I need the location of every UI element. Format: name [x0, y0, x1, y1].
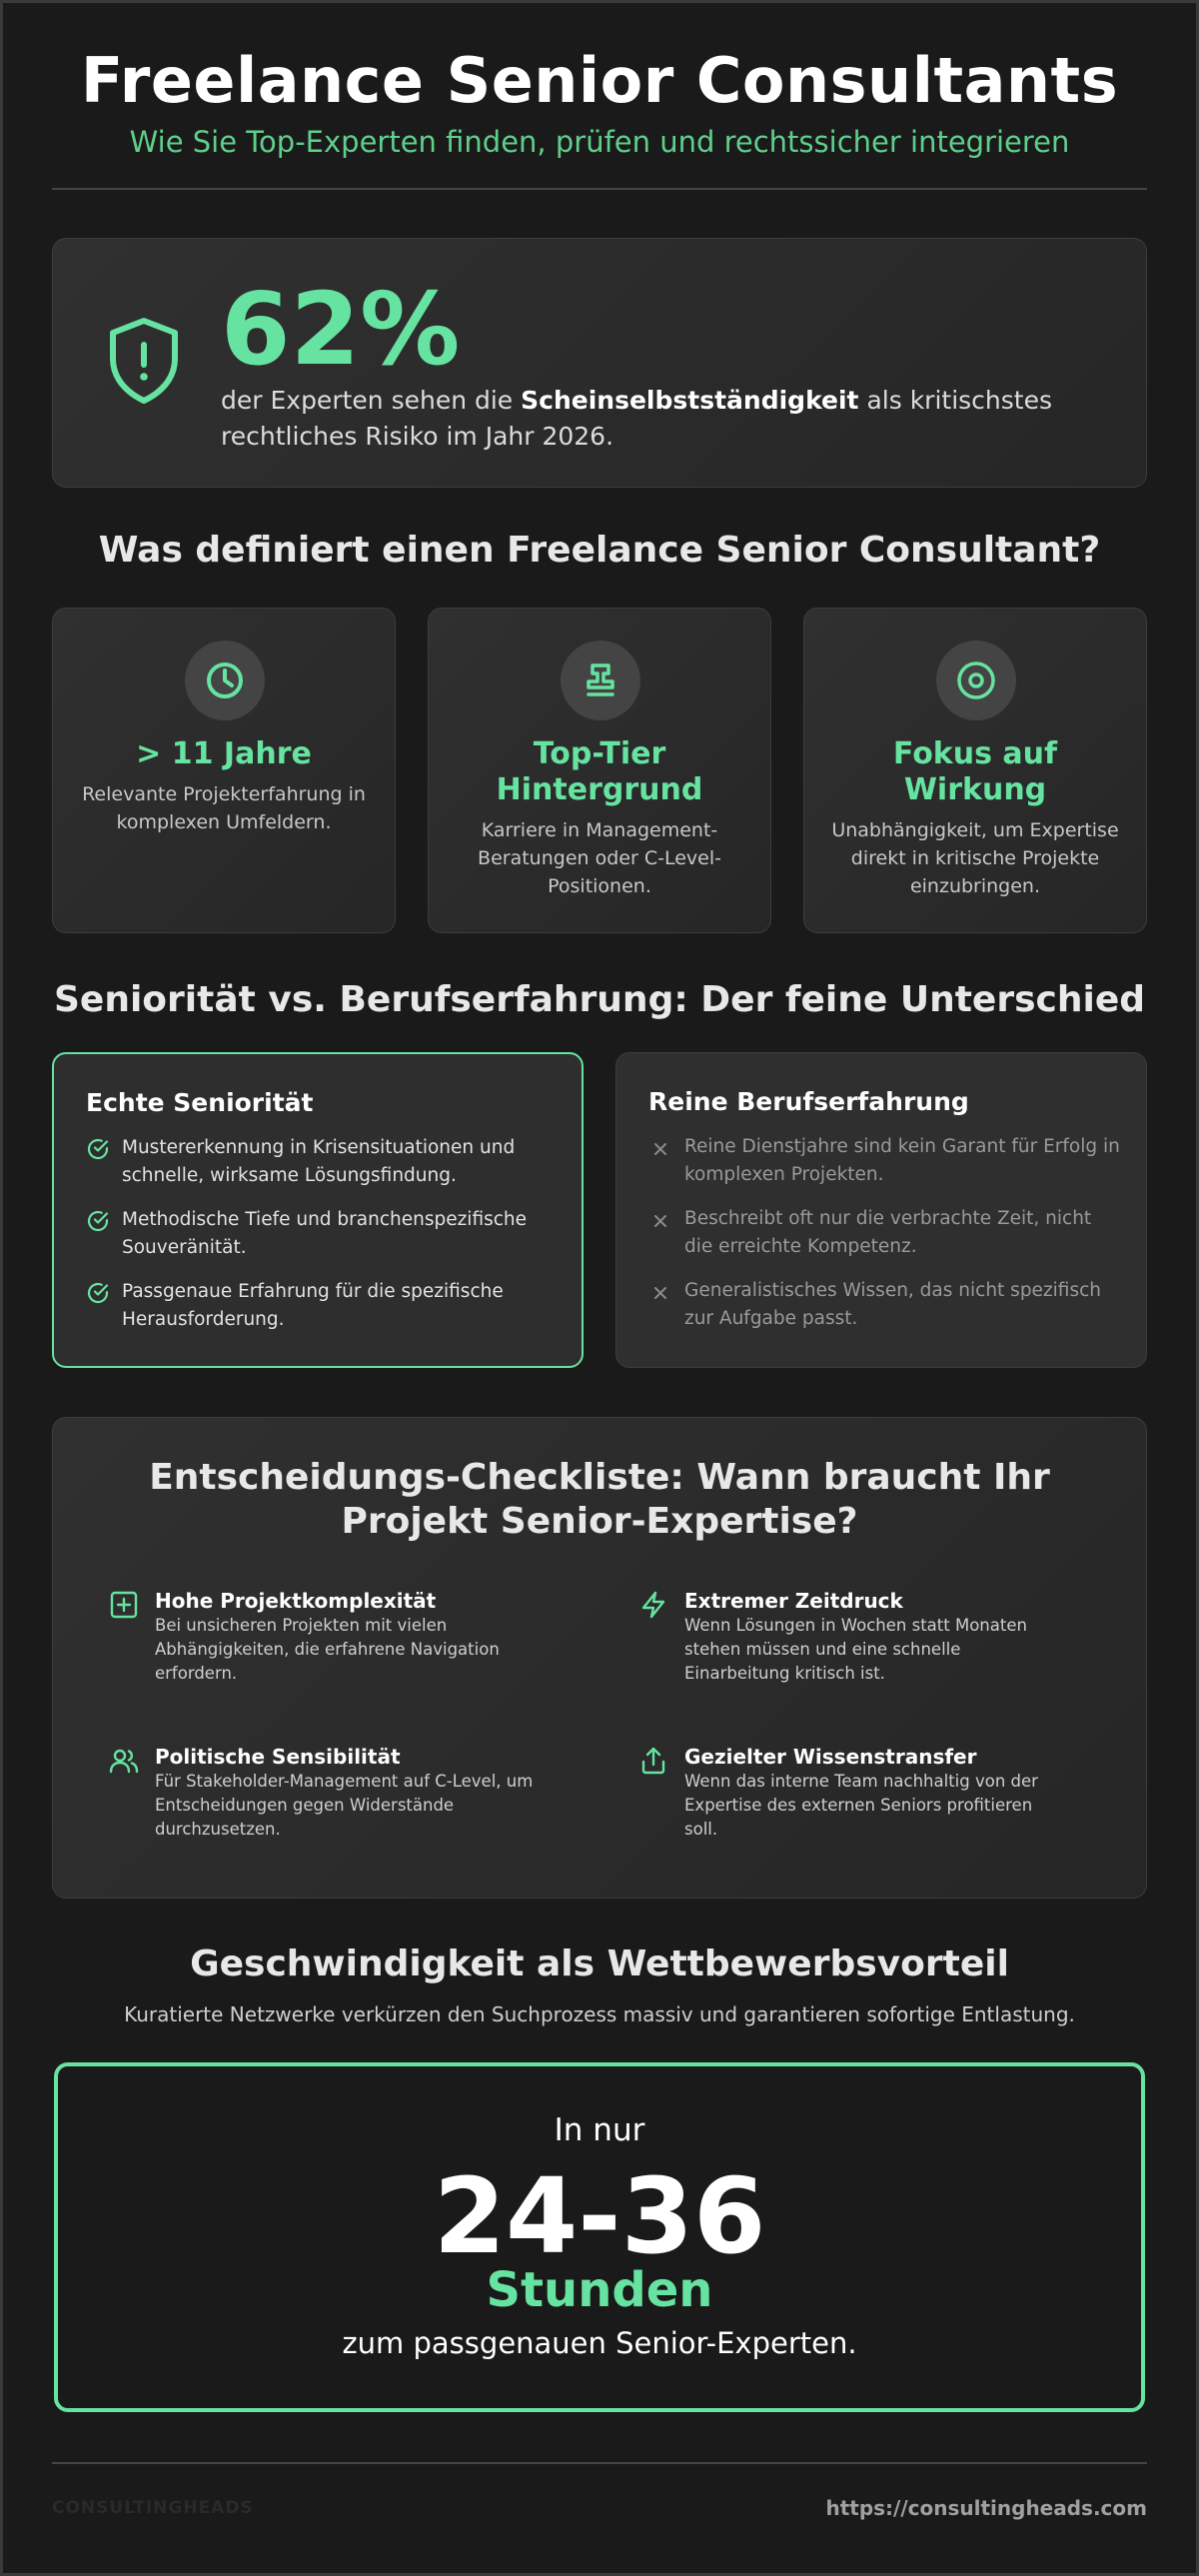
feature-desc: Relevante Projekterfahrung in komplexen Umfeldern. — [82, 783, 366, 833]
footer-logo: CONSULTINGHEADS — [52, 2498, 254, 2518]
speed-subtitle: Kuratierte Netzwerke verkürzen den Suchprozess massiv und garantieren sofortige Entlastung. — [124, 2002, 1075, 2026]
experience-card — [615, 1052, 1147, 1368]
feature-title: Top-Tier Hintergrund — [496, 736, 703, 807]
list-item — [86, 1134, 558, 1190]
speed-post: zum passgenauen Senior-Experten. — [342, 2326, 857, 2360]
list-item-text: Methodische Tiefe und branchenspezifische Souveränität. — [122, 1209, 528, 1258]
feature-card-impact — [803, 608, 1147, 933]
definition-title: Was definiert einen Freelance Senior Consultant? — [98, 530, 1101, 571]
feature-desc: Karriere in Management-Beratungen oder C-Level-Positionen. — [478, 819, 721, 897]
checklist-item — [638, 1744, 1068, 1842]
checklist-item-title: Hohe Projektkomplexität — [155, 1589, 437, 1613]
lightning-icon — [638, 1590, 668, 1620]
checklist-item-title: Extremer Zeitdruck — [684, 1589, 903, 1613]
list-item — [648, 1277, 1122, 1333]
page-subtitle: Wie Sie Top-Experten finden, prüfen und rechtssicher integrieren — [129, 125, 1070, 159]
feature-desc: Unabhängigkeit, um Expertise direkt in kritische Projekte einzubringen. — [831, 819, 1119, 897]
checklist-item-desc: Für Stakeholder-Management auf C-Level, um Entscheidungen gegen Widerstände durchzusetzen. — [155, 1772, 534, 1839]
checklist-card — [52, 1417, 1147, 1899]
checklist-title — [53, 1456, 1146, 1544]
list-item-text: Passgenaue Erfahrung für die spezifische Herausforderung. — [122, 1281, 504, 1330]
check-circle-icon — [86, 1137, 110, 1161]
x-icon — [648, 1280, 672, 1304]
list-item-text: Mustererkennung in Krisensituationen und schnelle, wirksame Lösungsfindung. — [122, 1137, 516, 1186]
feature-card-experience — [52, 608, 396, 933]
feature-card-background — [428, 608, 771, 933]
divider — [52, 188, 1147, 190]
checklist-item-desc: Bei unsicheren Projekten mit vielen Abhängigkeiten, die erfahrene Navigation erfordern. — [155, 1616, 500, 1683]
clock-icon — [185, 641, 265, 720]
checklist-item-desc: Wenn das interne Team nachhaltig von der Expertise des externen Seniors profitieren soll. — [684, 1772, 1038, 1839]
list-item — [86, 1206, 558, 1262]
speed-pre: In nur — [554, 2112, 645, 2148]
experience-title: Reine Berufserfahrung — [648, 1087, 969, 1116]
shield-alert-icon — [105, 317, 183, 405]
check-circle-icon — [86, 1281, 110, 1305]
checklist-item-title: Politische Sensibilität — [155, 1745, 401, 1769]
feature-title: > 11 Jahre — [136, 736, 312, 771]
plus-square-icon — [109, 1590, 139, 1620]
header — [52, 44, 1147, 159]
list-item — [648, 1205, 1122, 1261]
share-icon — [638, 1746, 668, 1776]
checklist-item-desc: Wenn Lösungen in Wochen statt Monaten stehen müssen und eine schnelle Einarbeitung kritisch ist. — [684, 1616, 1027, 1683]
checklist-item — [109, 1744, 539, 1842]
x-icon — [648, 1208, 672, 1232]
page-title: Freelance Senior Consultants — [80, 44, 1119, 117]
stat-card — [52, 238, 1147, 488]
speed-unit: Stunden — [486, 2262, 713, 2318]
checklist-item — [638, 1588, 1068, 1686]
comparison-title: Seniorität vs. Berufserfahrung: Der feine Unterschied — [53, 979, 1146, 1020]
footer-url-link[interactable]: https://consultingheads.com — [825, 2496, 1147, 2520]
users-icon — [109, 1746, 139, 1776]
list-item-text: Beschreibt oft nur die verbrachte Zeit, nicht die erreichte Kompetenz. — [684, 1208, 1092, 1257]
stat-text-before: der Experten sehen die — [221, 386, 522, 415]
stat-text-bold: Scheinselbstständigkeit — [521, 386, 859, 415]
target-icon — [936, 641, 1016, 720]
check-circle-icon — [86, 1209, 110, 1233]
checklist-title-text: Entscheidungs-Checkliste: Wann braucht Ihr Projekt Senior-Expertise? — [149, 1457, 1050, 1542]
stat-description — [221, 383, 1080, 455]
list-item-text: Generalistisches Wissen, das nicht spezifisch zur Aufgabe passt. — [684, 1280, 1101, 1329]
feature-title: Fokus auf Wirkung — [892, 736, 1058, 807]
stamp-icon — [561, 641, 640, 720]
list-item — [86, 1278, 558, 1334]
list-item-text: Reine Dienstjahre sind kein Garant für Erfolg in komplexen Projekten. — [684, 1136, 1120, 1185]
seniority-title: Echte Seniorität — [86, 1088, 314, 1117]
speed-title: Geschwindigkeit als Wettbewerbsvorteil — [190, 1943, 1009, 1984]
checklist-item — [109, 1588, 539, 1686]
checklist-item-title: Gezielter Wissenstransfer — [684, 1745, 977, 1769]
seniority-card — [52, 1052, 584, 1368]
stat-value: 62% — [221, 271, 461, 388]
x-icon — [648, 1136, 672, 1160]
stat-text-after: als kritischstes rechtliches Risiko im Jahr 2026. — [221, 386, 1052, 451]
speed-number: 24-36 — [433, 2155, 766, 2277]
list-item — [648, 1133, 1122, 1189]
footer-divider — [52, 2462, 1147, 2464]
speed-highlight-box — [54, 2062, 1145, 2412]
